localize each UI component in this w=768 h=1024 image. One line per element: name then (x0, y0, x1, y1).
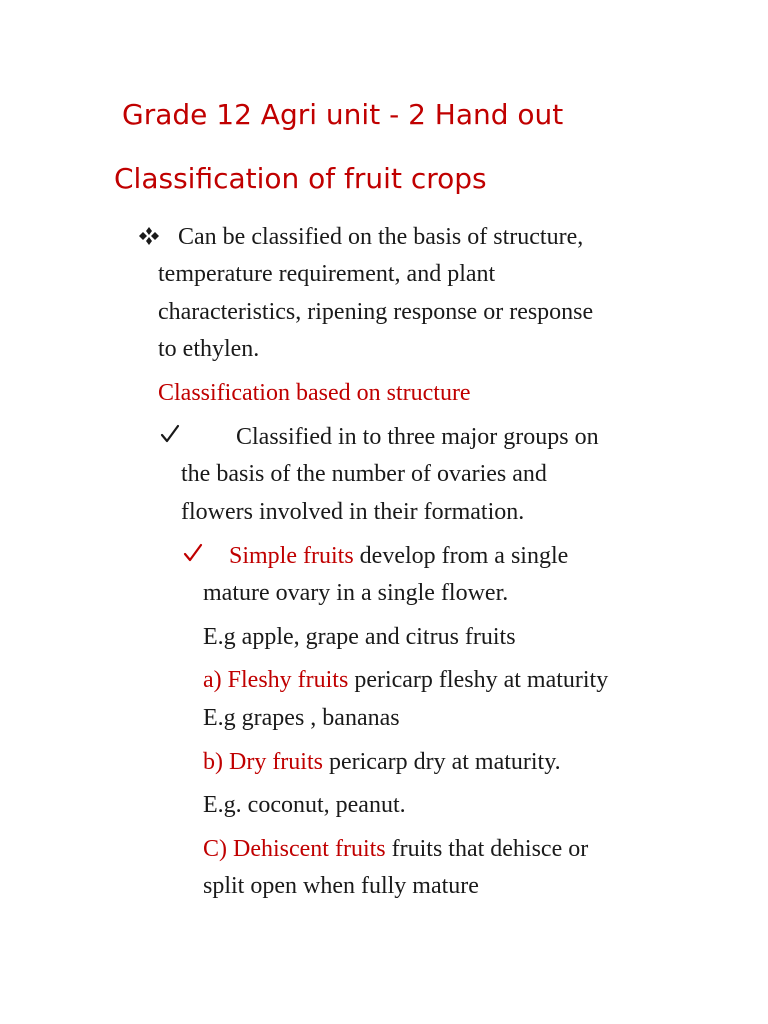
intro-line-1 (138, 219, 583, 256)
dry-fruits-example: E.g. coconut, peanut. (203, 792, 406, 818)
page-subtitle: Classification of fruit crops (114, 162, 487, 195)
simple-fruits-line-2: mature ovary in a single flower. (203, 580, 509, 606)
dehiscent-fruits-text: fruits that dehisce or (385, 836, 589, 862)
structure-line-2: the basis of the number of ovaries and (181, 461, 547, 487)
simple-fruits-line-1 (183, 538, 568, 575)
structure-line-3: flowers involved in their formation. (181, 499, 525, 525)
fleshy-fruits-text: pericarp fleshy at maturity (348, 667, 609, 693)
dry-fruits-text: pericarp dry at maturity. (322, 749, 561, 775)
simple-fruits-text: develop from a single (353, 543, 569, 569)
simple-fruits-example: E.g apple, grape and citrus fruits (203, 624, 516, 650)
simple-fruits-term: Simple fruits (229, 543, 354, 569)
section-heading: Classification based on structure (158, 380, 471, 406)
fleshy-fruits-term: a) Fleshy fruits (203, 667, 349, 693)
structure-line-1 (160, 419, 599, 456)
dehiscent-fruits-line-1 (203, 831, 588, 868)
diamond-bullet-icon (138, 219, 160, 256)
dehiscent-fruits-term: C) Dehiscent fruits (203, 836, 386, 862)
structure-text-1: Classified in to three major groups on (236, 424, 599, 450)
dehiscent-fruits-line-2: split open when fully mature (203, 873, 479, 899)
intro-line-3: characteristics, ripening response or response (158, 299, 594, 325)
dry-fruits-term: b) Dry fruits (203, 749, 323, 775)
page-title: Grade 12 Agri unit - 2 Hand out (122, 98, 564, 131)
dry-fruits-line (203, 744, 561, 781)
checkmark-icon (183, 538, 203, 575)
fleshy-fruits-example: E.g grapes , bananas (203, 705, 400, 731)
intro-text-1: Can be classified on the basis of structure, (178, 224, 584, 250)
intro-line-2: temperature requirement, and plant (158, 261, 496, 287)
checkmark-icon (160, 419, 180, 456)
intro-line-4: to ethylen. (158, 336, 260, 362)
fleshy-fruits-line (203, 662, 608, 699)
